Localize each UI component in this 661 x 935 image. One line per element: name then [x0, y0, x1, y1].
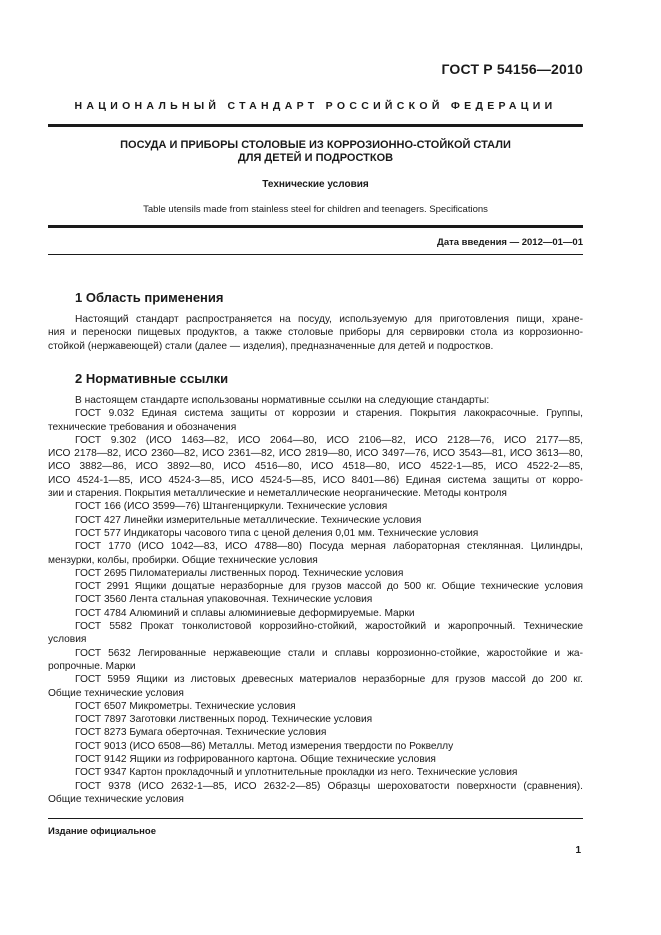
section-2-line: условия [48, 634, 87, 646]
page-number: 1 [575, 845, 581, 856]
section-2-line: ГОСТ 9378 (ИСО 2632-1—85, ИСО 2632-2—85) Образцы шероховатости поверхности (сравнения). [75, 780, 583, 792]
section-2-line: ГОСТ 1770 (ИСО 1042—83, ИСО 4788—80) Посуда мерная лабораторная стеклянная. Цилиндры, [75, 541, 583, 553]
section-2-line: ГОСТ 5582 Прокат тонколистовой коррозийно-стойкий, жаростойкий и жаропрочный. Технические [75, 621, 583, 633]
section-2-line: ГОСТ 9013 (ИСО 6508—86) Металлы. Метод измерения твердости по Роквеллу [75, 740, 454, 752]
section-2-line: ГОСТ 427 Линейки измерительные металлические. Технические условия [75, 514, 422, 526]
document-subtitle: Технические условия [262, 179, 369, 190]
footer-divider [48, 818, 583, 819]
section-2-line: зии и старения. Покрытия металлические и неметаллические неорганические. Методы контроля [48, 488, 507, 500]
section-2-heading: 2 Нормативные ссылки [75, 371, 229, 386]
national-standard-label: НАЦИОНАЛЬНЫЙ СТАНДАРТ РОССИЙСКОЙ ФЕДЕРАЦИИ [74, 100, 557, 112]
section-2-line: ГОСТ 3560 Лента стальная упаковочная. Технические условия [75, 594, 373, 606]
document-title [48, 139, 583, 165]
section-2-line: ГОСТ 9.302 (ИСО 1463—82, ИСО 2064—80, ИСО 2106—82, ИСО 2128—76, ИСО 2177—85, [75, 434, 583, 446]
section-2-line: ГОСТ 5959 Ящики из листовых древесных материалов неразборные для грузов массой до 200 кг. [75, 674, 583, 686]
section-2-line: ИСО 3882—86, ИСО 3892—80, ИСО 4516—80, ИСО 4518—80, ИСО 4522-1—85, ИСО 4522-2—85, [48, 461, 583, 473]
date-divider [48, 254, 583, 255]
section-2-line: ИСО 2178—82, ИСО 2360—82, ИСО 2361—82, ИСО 2819—80, ИСО 3497—76, ИСО 3543—81, ИСО 3613—80, [48, 448, 583, 460]
title-line-2: ДЛЯ ДЕТЕЙ И ПОДРОСТКОВ [237, 152, 394, 164]
section-2-line: ГОСТ 9.032 Единая система защиты от коррозии и старения. Покрытия лакокрасочные. Группы, [75, 408, 583, 420]
middle-divider [48, 225, 583, 228]
section-2-line: ГОСТ 166 (ИСО 3599—76) Штангенциркули. Технические условия [75, 501, 388, 513]
section-2-line: Общие технические условия [48, 793, 184, 805]
section-2-line: технические требования и обозначения [48, 421, 237, 433]
section-2-line: ГОСТ 6507 Микрометры. Технические условия [75, 700, 296, 712]
standard-number: ГОСТ Р 54156—2010 [441, 61, 583, 77]
section-2-line: ГОСТ 7897 Заготовки лиственных пород. Технические условия [75, 714, 373, 726]
section-2-line: ГОСТ 8273 Бумага оберточная. Технические условия [75, 727, 327, 739]
section-2-line: ГОСТ 2695 Пиломатериалы лиственных пород. Технические условия [75, 567, 404, 579]
title-line-1: ПОСУДА И ПРИБОРЫ СТОЛОВЫЕ ИЗ КОРРОЗИОННО-СТОЙКОЙ СТАЛИ [120, 139, 511, 151]
section-2-line: ропрочные. Марки [48, 660, 136, 672]
top-divider [48, 124, 583, 127]
section-2-line: В настоящем стандарте использованы нормативные ссылки на следующие стандарты: [75, 395, 490, 406]
section-1-heading: 1 Область применения [75, 290, 224, 305]
section-2-line: ГОСТ 9142 Ящики из гофрированного картона. Общие технические условия [75, 754, 436, 766]
section-2-line: ГОСТ 4784 Алюминий и сплавы алюминиевые деформируемые. Марки [75, 607, 415, 619]
english-title: Table utensils made from stainless steel for children and teenagers. Specifications [143, 204, 488, 215]
section-1-body [48, 313, 583, 353]
section-2-line: ГОСТ 2991 Ящики дощатые неразборные для грузов массой до 500 кг. Общие технические условия [75, 581, 583, 593]
section-2-line: ГОСТ 577 Индикаторы часового типа с ценой деления 0,01 мм. Технические условия [75, 527, 479, 539]
section-1-line: стойкой (нержавеющей) стали (далее — изделия), предназначенные для детей и подростков. [48, 340, 494, 352]
section-2-body [48, 394, 583, 806]
section-2-line: ИСО 4524-1—85, ИСО 4524-3—85, ИСО 4524-5—85, ИСО 8401—86) Единая система защиты от корро- [48, 474, 583, 486]
section-2-line: ГОСТ 5632 Легированные нержавеющие стали и сплавы коррозионно-стойкие, жаростойкие и жа- [75, 647, 583, 659]
section-1-line: Настоящий стандарт распространяется на посуду, используемую для приготовления пищи, хране- [75, 314, 583, 325]
introduction-date: Дата введения — 2012—01—01 [437, 237, 583, 248]
section-2-line: мензурки, колбы, пробирки. Общие технические условия [48, 554, 318, 566]
section-2-line: ГОСТ 9347 Картон прокладочный и уплотнительные прокладки из него. Технические условия [75, 767, 518, 779]
official-edition-label: Издание официальное [48, 826, 156, 837]
section-1-line: ния и переноски пищевых продуктов, а также столовые приборы для сервировки стола из коррозионно- [48, 327, 583, 339]
section-2-line: Общие технические условия [48, 687, 184, 699]
